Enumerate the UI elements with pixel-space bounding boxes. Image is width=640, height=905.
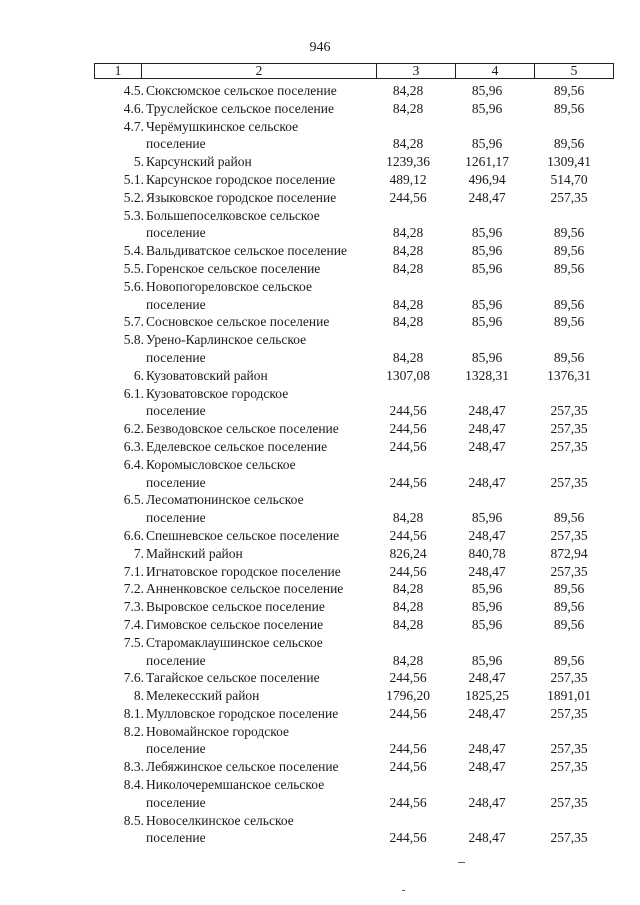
value-col-4: 248,47 (468, 563, 506, 579)
value-col-5: 257,35 (550, 670, 588, 686)
table-row (0, 420, 640, 438)
value-col-4: 248,47 (468, 474, 506, 490)
value-col-5: 1309,41 (547, 154, 591, 170)
value-col-3: 244,56 (389, 527, 427, 543)
value-col-5: 257,35 (550, 563, 588, 579)
row-name-line: Кузоватовский район (146, 367, 268, 383)
value-col-3: 84,28 (392, 599, 424, 615)
table-row (0, 367, 640, 385)
row-name (146, 669, 374, 687)
value-col-4: 248,47 (468, 527, 506, 543)
row-name (146, 171, 374, 189)
value-col-5: 1891,01 (547, 688, 591, 704)
value-col-4: 85,96 (471, 314, 503, 330)
row-name-line: Новомайнское городское (146, 723, 290, 739)
row-name-line: поселение (146, 136, 206, 152)
row-name (146, 420, 374, 438)
row-name-line: Анненковское сельское поселение (146, 581, 344, 597)
row-name (146, 776, 374, 812)
row-name (146, 331, 374, 367)
value-col-4: 840,78 (468, 545, 506, 561)
value-col-4: 248,47 (468, 741, 506, 757)
value-col-4: 248,47 (468, 794, 506, 810)
row-name (146, 367, 374, 385)
value-col-3: 84,28 (392, 100, 424, 116)
row-name-line: поселение (146, 403, 206, 419)
row-name-line: Сюксюмское сельское поселение (146, 83, 337, 98)
row-name (146, 313, 374, 331)
value-col-3: 84,28 (392, 510, 424, 526)
row-number: 8.3. (123, 759, 144, 775)
row-name-line: Горенское сельское поселение (146, 260, 321, 276)
table-row (0, 705, 640, 723)
value-col-4: 85,96 (471, 296, 503, 312)
value-col-3: 244,56 (389, 474, 427, 490)
row-number: 4.7. (123, 118, 144, 134)
value-col-4: 496,94 (468, 171, 506, 187)
value-col-4: 85,96 (471, 260, 503, 276)
row-name-line: Урено-Карлинское сельское (146, 332, 307, 348)
row-number: 6.1. (123, 385, 144, 401)
value-col-3: 84,28 (392, 225, 424, 241)
row-name-line: Тагайское сельское поселение (146, 670, 320, 686)
row-number: 4.5. (123, 83, 144, 98)
value-col-3: 244,56 (389, 741, 427, 757)
row-name-line: Мулловское городское поселение (146, 705, 339, 721)
row-name-line: Безводовское сельское поселение (146, 421, 339, 437)
value-col-5: 257,35 (550, 527, 588, 543)
row-name-line: Николочеремшанское сельское (146, 777, 325, 793)
table-row (0, 189, 640, 207)
value-col-3: 84,28 (392, 260, 424, 276)
row-name-line: Кузоватовское городское (146, 385, 289, 401)
value-col-5: 89,56 (553, 296, 585, 312)
row-name (146, 189, 374, 207)
table-row (0, 812, 640, 848)
value-col-4: 85,96 (471, 83, 503, 98)
row-name-line: Старомаклаушинское сельское (146, 634, 323, 650)
value-col-4: 85,96 (471, 100, 503, 116)
value-col-5: 514,70 (550, 171, 588, 187)
value-col-4: 85,96 (471, 349, 503, 365)
table-row (0, 723, 640, 759)
table-row (0, 616, 640, 634)
row-number: 7.5. (123, 634, 144, 650)
table-row (0, 634, 640, 670)
value-col-3: 244,56 (389, 438, 427, 454)
row-name (146, 812, 374, 848)
row-name (146, 207, 374, 243)
table-row (0, 171, 640, 189)
row-name-line: Карсунское городское поселение (146, 171, 336, 187)
value-col-5: 89,56 (553, 314, 585, 330)
table-row (0, 118, 640, 154)
row-name-line: Новоселкинское сельское (146, 812, 294, 828)
value-col-3: 1239,36 (386, 154, 430, 170)
row-name-line: поселение (146, 296, 206, 312)
value-col-3: 84,28 (392, 616, 424, 632)
row-number: 8. (133, 688, 144, 704)
row-name-line: Новопогореловское сельское (146, 278, 312, 294)
row-name-line: поселение (146, 741, 206, 757)
row-name (146, 616, 374, 634)
value-col-5: 257,35 (550, 794, 588, 810)
row-number: 5.4. (123, 243, 144, 259)
value-col-3: 244,56 (389, 759, 427, 775)
value-col-5: 257,35 (550, 759, 588, 775)
row-number: 7.1. (123, 563, 144, 579)
value-col-5: 89,56 (553, 599, 585, 615)
row-number: 7. (133, 545, 144, 561)
row-name-line: Майнский район (146, 545, 243, 561)
column-header-2: 2 (142, 64, 377, 79)
value-col-3: 489,12 (389, 171, 427, 187)
row-name (146, 687, 374, 705)
value-col-4: 85,96 (471, 652, 503, 668)
row-name-line: Мелекесский район (146, 688, 260, 704)
value-col-3: 1307,08 (386, 367, 430, 383)
table-row (0, 385, 640, 421)
row-name (146, 456, 374, 492)
row-name-line: Игнатовское городское поселение (146, 563, 341, 579)
row-number: 8.1. (123, 705, 144, 721)
row-name (146, 598, 374, 616)
value-col-5: 257,35 (550, 421, 588, 437)
row-number: 8.4. (123, 777, 144, 793)
table-row (0, 758, 640, 776)
value-col-3: 244,56 (389, 403, 427, 419)
value-col-5: 89,56 (553, 652, 585, 668)
row-name (146, 758, 374, 776)
value-col-5: 89,56 (553, 100, 585, 116)
value-col-5: 257,35 (550, 403, 588, 419)
table-row (0, 580, 640, 598)
value-col-3: 244,56 (389, 189, 427, 205)
scan-mark (402, 890, 405, 891)
table-row (0, 598, 640, 616)
value-col-4: 1328,31 (465, 367, 509, 383)
value-col-3: 84,28 (392, 349, 424, 365)
row-number: 8.2. (123, 723, 144, 739)
value-col-3: 1796,20 (386, 688, 430, 704)
row-name-line: Вальдиватское сельское поселение (146, 243, 347, 259)
value-col-4: 85,96 (471, 243, 503, 259)
row-number: 8.5. (123, 812, 144, 828)
value-col-3: 244,56 (389, 830, 427, 846)
row-name-line: Лебяжинское сельское поселение (146, 759, 339, 775)
row-name-line: Лесоматюнинское сельское (146, 492, 304, 508)
column-header-1: 1 (95, 64, 142, 79)
value-col-4: 248,47 (468, 403, 506, 419)
page-number: 946 (309, 40, 331, 55)
value-col-5: 872,94 (550, 545, 588, 561)
row-name (146, 563, 374, 581)
table-row (0, 438, 640, 456)
row-number: 7.4. (123, 616, 144, 632)
row-name-line: поселение (146, 830, 206, 846)
value-col-4: 85,96 (471, 510, 503, 526)
row-number: 5.2. (123, 189, 144, 205)
table-row (0, 456, 640, 492)
value-col-5: 89,56 (553, 136, 585, 152)
value-col-3: 826,24 (389, 545, 427, 561)
value-col-3: 244,56 (389, 705, 427, 721)
row-name-line: поселение (146, 794, 206, 810)
row-name-line: Сосновское сельское поселение (146, 314, 330, 330)
row-name-line: поселение (146, 474, 206, 490)
value-col-5: 89,56 (553, 243, 585, 259)
row-number: 6.6. (123, 527, 144, 543)
row-name-line: Черёмушкинское сельское (146, 118, 299, 134)
table-row (0, 527, 640, 545)
value-col-3: 84,28 (392, 652, 424, 668)
row-number: 6.3. (123, 438, 144, 454)
table-row (0, 776, 640, 812)
value-col-5: 89,56 (553, 581, 585, 597)
row-name (146, 260, 374, 278)
table-row (0, 313, 640, 331)
column-header-table (94, 63, 614, 79)
row-name-line: Языковское городское поселение (146, 189, 337, 205)
row-name (146, 705, 374, 723)
row-name-line: Еделевское сельское поселение (146, 438, 328, 454)
row-name (146, 580, 374, 598)
value-col-3: 244,56 (389, 563, 427, 579)
table-row (0, 331, 640, 367)
row-number: 5. (133, 154, 144, 170)
value-col-5: 89,56 (553, 225, 585, 241)
value-col-3: 84,28 (392, 83, 424, 98)
table-row (0, 260, 640, 278)
row-name (146, 723, 374, 759)
value-col-3: 244,56 (389, 421, 427, 437)
value-col-3: 84,28 (392, 296, 424, 312)
row-number: 6.5. (123, 492, 144, 508)
table-body (0, 82, 640, 847)
row-name-line: поселение (146, 225, 206, 241)
row-number: 5.3. (123, 207, 144, 223)
value-col-3: 244,56 (389, 670, 427, 686)
row-name-line: поселение (146, 510, 206, 526)
row-number: 4.6. (123, 100, 144, 116)
table-row (0, 242, 640, 260)
table-row (0, 491, 640, 527)
column-header-5: 5 (535, 64, 614, 79)
value-col-4: 248,47 (468, 705, 506, 721)
row-name-line: Коромысловское сельское (146, 456, 296, 472)
value-col-3: 84,28 (392, 243, 424, 259)
table-row (0, 687, 640, 705)
value-col-4: 248,47 (468, 438, 506, 454)
table-row (0, 100, 640, 118)
value-col-5: 89,56 (553, 616, 585, 632)
row-name-line: Спешневское сельское поселение (146, 527, 340, 543)
value-col-5: 257,35 (550, 474, 588, 490)
value-col-4: 85,96 (471, 581, 503, 597)
row-name (146, 545, 374, 563)
value-col-5: 257,35 (550, 830, 588, 846)
row-number: 5.6. (123, 278, 144, 294)
row-number: 7.6. (123, 670, 144, 686)
value-col-3: 244,56 (389, 794, 427, 810)
value-col-5: 89,56 (553, 260, 585, 276)
table-row (0, 563, 640, 581)
row-name (146, 153, 374, 171)
row-name (146, 278, 374, 314)
row-number: 5.1. (123, 171, 144, 187)
row-number: 5.8. (123, 332, 144, 348)
row-name (146, 82, 374, 100)
table-row (0, 207, 640, 243)
value-col-3: 84,28 (392, 581, 424, 597)
value-col-5: 257,35 (550, 741, 588, 757)
value-col-5: 257,35 (550, 705, 588, 721)
row-name (146, 242, 374, 260)
row-number: 7.3. (123, 599, 144, 615)
value-col-4: 248,47 (468, 670, 506, 686)
row-number: 7.2. (123, 581, 144, 597)
value-col-5: 89,56 (553, 510, 585, 526)
value-col-4: 1825,25 (465, 688, 509, 704)
value-col-4: 248,47 (468, 759, 506, 775)
row-name-line: Труслейское сельское поселение (146, 100, 334, 116)
value-col-5: 257,35 (550, 438, 588, 454)
value-col-5: 89,56 (553, 349, 585, 365)
row-name-line: поселение (146, 652, 206, 668)
row-name (146, 527, 374, 545)
table-row (0, 669, 640, 687)
row-name (146, 100, 374, 118)
row-name (146, 438, 374, 456)
row-name-line: Гимовское сельское поселение (146, 616, 324, 632)
row-number: 5.5. (123, 260, 144, 276)
table-row (0, 82, 640, 100)
row-name-line: поселение (146, 349, 206, 365)
value-col-4: 248,47 (468, 421, 506, 437)
row-name (146, 385, 374, 421)
value-col-4: 248,47 (468, 189, 506, 205)
value-col-5: 257,35 (550, 189, 588, 205)
row-name-line: Большепоселковское сельское (146, 207, 320, 223)
row-number: 6.4. (123, 456, 144, 472)
value-col-4: 85,96 (471, 225, 503, 241)
value-col-4: 85,96 (471, 136, 503, 152)
row-name (146, 634, 374, 670)
value-col-4: 85,96 (471, 599, 503, 615)
table-row (0, 545, 640, 563)
value-col-5: 1376,31 (547, 367, 591, 383)
row-number: 6.2. (123, 421, 144, 437)
value-col-3: 84,28 (392, 136, 424, 152)
column-header-4: 4 (456, 64, 535, 79)
row-number: 6. (133, 367, 144, 383)
value-col-4: 85,96 (471, 616, 503, 632)
value-col-4: 1261,17 (465, 154, 509, 170)
row-name (146, 491, 374, 527)
row-name-line: Выровское сельское поселение (146, 599, 325, 615)
table-row (0, 153, 640, 171)
row-name-line: Карсунский район (146, 154, 252, 170)
table-row (0, 278, 640, 314)
value-col-5: 89,56 (553, 83, 585, 98)
column-header-3: 3 (377, 64, 456, 79)
row-number: 5.7. (123, 314, 144, 330)
value-col-3: 84,28 (392, 314, 424, 330)
value-col-4: 248,47 (468, 830, 506, 846)
scan-mark (458, 862, 465, 863)
row-name (146, 118, 374, 154)
